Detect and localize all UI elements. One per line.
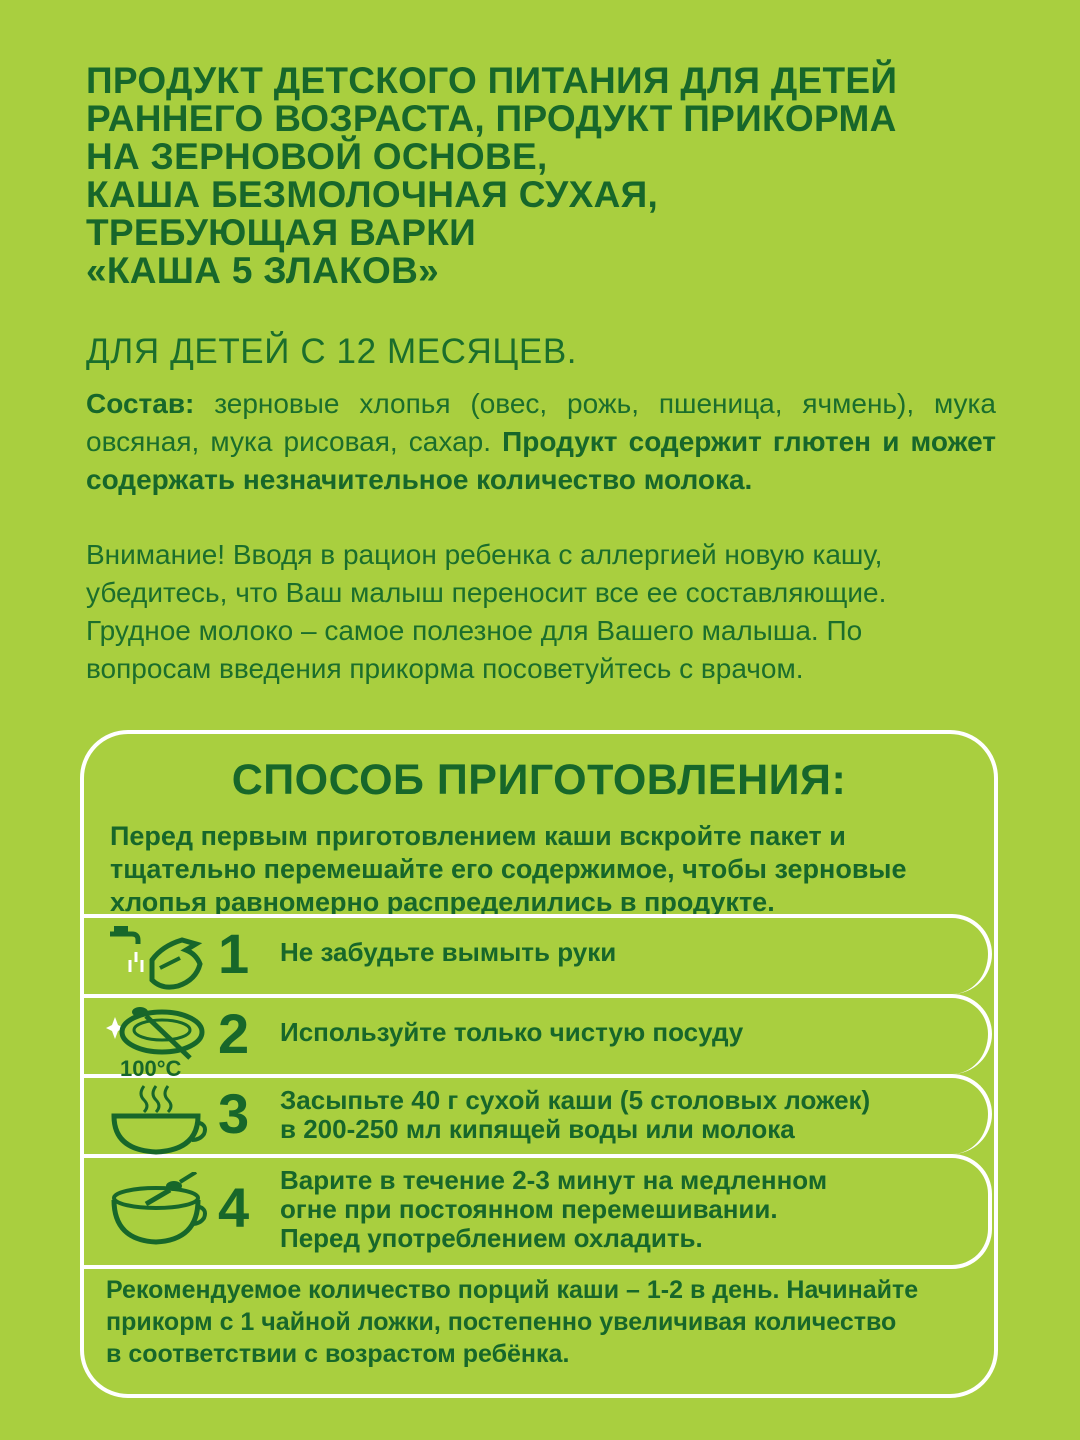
title-line: КАША БЕЗМОЛОЧНАЯ СУХАЯ, [86,174,659,215]
step-number: 4 [218,1176,250,1239]
warning-line: Внимание! Вводя в рацион ребенка с аллергией новую кашу, [86,539,883,570]
age-label: ДЛЯ ДЕТЕЙ С 12 МЕСЯЦЕВ. [86,332,578,371]
step-number: 1 [218,922,250,985]
product-title [86,62,1006,290]
warning-line: вопросам введения прикорма посоветуйтесь с врачом. [86,653,804,684]
intro-line: Перед первым приготовлением каши вскройте пакет и [110,821,846,851]
step-text [280,1018,970,1047]
step-number: 2 [218,1002,250,1065]
recommendation-line: в соответствии с возрастом ребёнка. [106,1340,570,1368]
composition-label: Состав: [86,388,195,419]
recommendation-line: Рекомендуемое количество порций каши – 1-2 в день. Начинайте [106,1276,919,1304]
preparation-intro [110,820,970,919]
warning-text [86,536,996,688]
boiling-cup-icon [100,1082,210,1156]
title-line: ТРЕБУЮЩАЯ ВАРКИ [86,212,477,253]
step-line: в 200-250 мл кипящей воды или молока [280,1114,795,1144]
step-line: Перед употреблением охладить. [280,1223,703,1253]
warning-line: убедитесь, что Ваш малыш переносит все ее составляющие. [86,577,887,608]
step-2 [80,994,980,1074]
step-4 [80,1154,980,1269]
preparation-box [80,730,998,1398]
step-line: Варите в течение 2-3 минут на медленном [280,1165,828,1195]
step-3 [80,1056,980,1154]
wash-hands-icon [100,920,210,994]
title-line: ПРОДУКТ ДЕТСКОГО ПИТАНИЯ ДЛЯ ДЕТЕЙ [86,60,898,101]
step-text [280,938,970,967]
preparation-title: СПОСОБ ПРИГОТОВЛЕНИЯ: [231,756,847,804]
warning-line: Грудное молоко – самое полезное для Вашего малыша. По [86,615,863,646]
step-line: Засыпьте 40 г сухой каши (5 столовых ложек) [280,1085,871,1115]
recommendation-line: прикорм с 1 чайной ложки, постепенно увеличивая количество [106,1308,897,1336]
step-line: огне при постоянном перемешивании. [280,1194,778,1224]
recommendation-text [106,1274,978,1370]
step-number: 3 [218,1082,250,1145]
title-line: РАННЕГО ВОЗРАСТА, ПРОДУКТ ПРИКОРМА [86,98,897,139]
step-text [280,1086,970,1144]
composition [86,385,996,499]
step-text [280,1166,970,1253]
step-1 [80,914,980,994]
step-line: Используйте только чистую посуду [280,1017,744,1047]
title-line: НА ЗЕРНОВОЙ ОСНОВЕ, [86,136,548,177]
title-line: «КАША 5 ЗЛАКОВ» [86,250,440,291]
allergen-note: Продукт содержит глютен и может содержать незначительное количество молока. [86,426,997,495]
steps-list [80,914,998,1274]
composition-text: зерновые хлопья (овес, рожь, пшеница, ячмень), мука овсяная, мука рисовая, сахар. [86,388,996,457]
intro-line: хлопья равномерно распределились в продукте. [110,887,775,917]
step-line: Не забудьте вымыть руки [280,937,617,967]
intro-line: тщательно перемешайте его содержимое, чтобы зерновые [110,854,907,884]
temperature-label: 100°C [120,1056,182,1081]
stirring-pot-icon [100,1172,210,1246]
